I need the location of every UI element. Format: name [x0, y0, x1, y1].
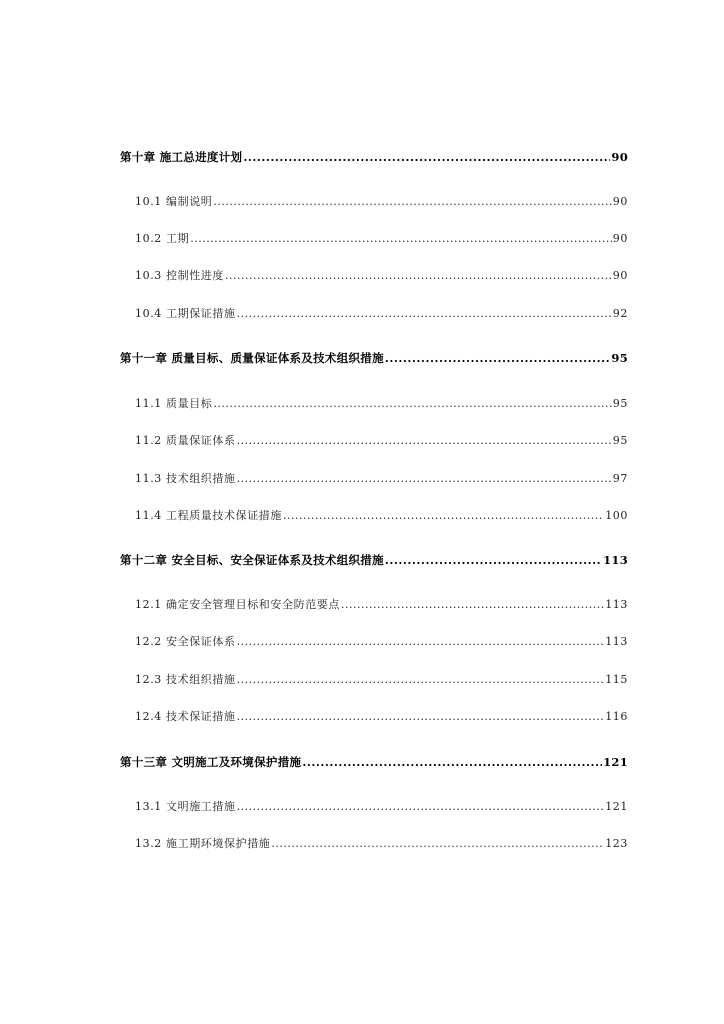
toc-leader-dots: [237, 708, 605, 726]
toc-leader-dots: [283, 507, 604, 525]
toc-entry-title: 10.1 编制说明: [135, 195, 213, 208]
toc-section-11-3[interactable]: [135, 470, 628, 488]
toc-entry-title: 第十三章 文明施工及环境保护措施: [120, 755, 302, 769]
toc-leader-dots: [341, 596, 604, 614]
toc-entry-title: 12.3 技术组织措施: [135, 673, 236, 686]
toc-entry-title: 11.3 技术组织措施: [135, 472, 236, 485]
toc-leader-dots: [237, 798, 605, 816]
toc-chapter-10[interactable]: [120, 148, 628, 166]
toc-section-11-2[interactable]: [135, 432, 628, 450]
toc-entry-title: 10.4 工期保证措施: [135, 307, 236, 320]
toc-leader-dots: [302, 753, 602, 771]
toc-entry-title: 第十二章 安全目标、安全保证体系及技术组织措施: [120, 553, 384, 567]
toc-leader-dots: [213, 193, 611, 211]
toc-leader-dots: [237, 305, 612, 323]
toc-leader-dots: [385, 349, 610, 367]
toc-entry-title: 第十章 施工总进度计划: [120, 150, 243, 164]
toc-leader-dots: [237, 432, 612, 450]
toc-section-11-4[interactable]: [135, 507, 628, 525]
toc-section-12-1[interactable]: [135, 596, 628, 614]
toc-entry-title: 13.1 文明施工措施: [135, 800, 236, 813]
toc-page-number: 115: [605, 673, 628, 686]
toc-page-number: 100: [605, 509, 628, 522]
toc-entry-title: 11.2 质量保证体系: [135, 434, 236, 447]
toc-section-12-4[interactable]: [135, 708, 628, 726]
toc-chapter-11[interactable]: [120, 349, 628, 367]
toc-entry-title: 13.2 施工期环境保护措施: [135, 837, 271, 850]
toc-section-10-2[interactable]: [135, 230, 628, 248]
toc-entry-title: 第十一章 质量目标、质量保证体系及技术组织措施: [120, 351, 384, 365]
toc-page-number: 90: [612, 232, 628, 245]
toc-page-number: 95: [612, 397, 628, 410]
toc-page-number: 92: [612, 307, 628, 320]
toc-leader-dots: [213, 395, 611, 413]
toc-page-number: 95: [612, 434, 628, 447]
toc-section-10-1[interactable]: [135, 193, 628, 211]
toc-page-number: 113: [605, 635, 628, 648]
toc-page-number: 113: [605, 598, 628, 611]
toc-page-number: 90: [612, 269, 628, 282]
toc-page-number: 116: [605, 710, 628, 723]
toc-page-number: 121: [605, 800, 628, 813]
toc-page-number: 113: [603, 553, 628, 567]
toc-entry-title: 10.3 控制性进度: [135, 269, 224, 282]
toc-chapter-12[interactable]: [120, 551, 628, 569]
toc-entry-title: 11.4 工程质量技术保证措施: [135, 509, 282, 522]
toc-section-13-1[interactable]: [135, 798, 628, 816]
toc-section-11-1[interactable]: [135, 395, 628, 413]
toc-entry-title: 10.2 工期: [135, 232, 190, 245]
toc-page-number: 95: [611, 351, 628, 365]
toc-page-number: 90: [611, 150, 628, 164]
toc-leader-dots: [237, 470, 612, 488]
toc-section-12-3[interactable]: [135, 671, 628, 689]
toc-leader-dots: [237, 671, 605, 689]
toc-leader-dots: [385, 551, 602, 569]
toc-section-10-4[interactable]: [135, 305, 628, 323]
toc-entry-title: 12.2 安全保证体系: [135, 635, 236, 648]
toc-leader-dots: [237, 633, 605, 651]
toc-page-number: 97: [612, 472, 628, 485]
toc-page-number: 121: [603, 755, 628, 769]
toc-page-number: 90: [612, 195, 628, 208]
toc-page-number: 123: [605, 837, 628, 850]
toc-chapter-13[interactable]: [120, 753, 628, 771]
toc-section-12-2[interactable]: [135, 633, 628, 651]
toc-section-10-3[interactable]: [135, 267, 628, 285]
toc-entry-title: 12.4 技术保证措施: [135, 710, 236, 723]
toc-leader-dots: [190, 230, 612, 248]
toc-entry-title: 11.1 质量目标: [135, 397, 213, 410]
toc-leader-dots: [271, 835, 604, 853]
toc-leader-dots: [225, 267, 612, 285]
toc-entry-title: 12.1 确定安全管理目标和安全防范要点: [135, 598, 340, 611]
toc-leader-dots: [243, 148, 610, 166]
toc-section-13-2[interactable]: [135, 835, 628, 853]
